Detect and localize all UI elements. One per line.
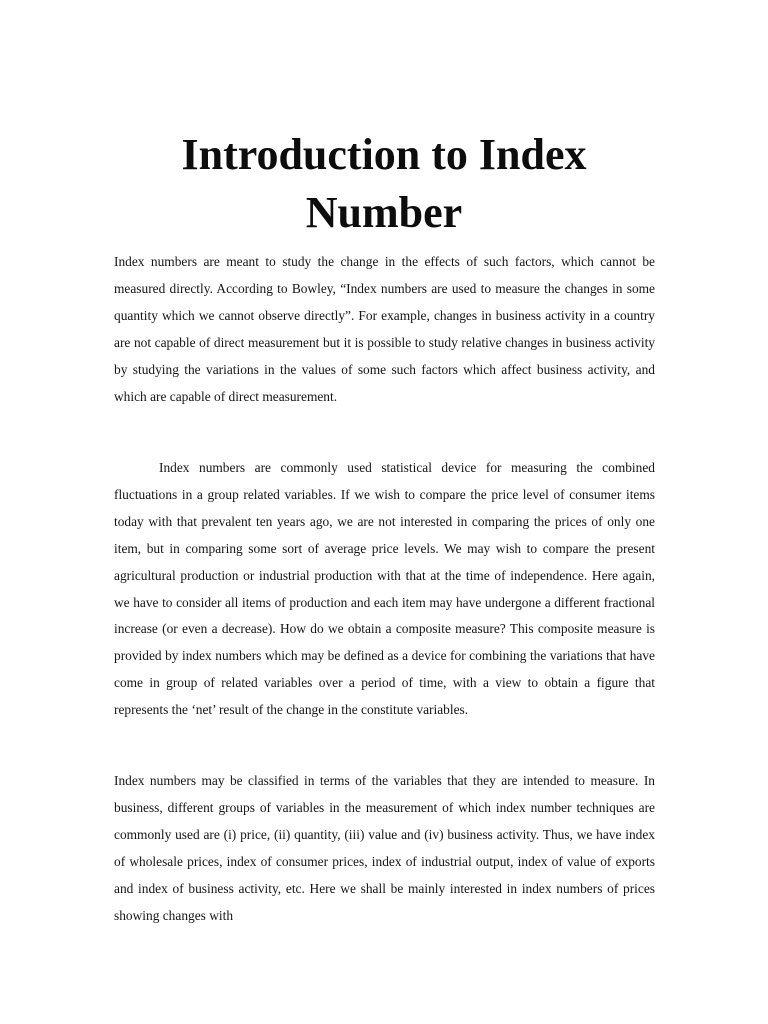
paragraph-classification: Index numbers may be classified in terms of the variables that they are intended to measure. In business, different groups of variables in the measurement of which index number techniques are commonly used are (i) price, (ii) quantity, (iii) value and (iv) business activity. Thus, we have index of wholesale prices, index of consumer prices, index of industrial output, index of value of exports and index of business activity, etc. Here we shall be mainly interested in index numbers of prices showing changes with (114, 773, 655, 923)
page-title: Introduction to Index Number (181, 130, 587, 237)
paragraph-intro: Index numbers are meant to study the change in the effects of such factors, which cannot be measured directly. According to Bowley, “Index numbers are used to measure the changes in some quantity which we cannot observe directly”. For example, changes in business activity in a country are not capable of direct measurement but it is possible to study relative changes in business activity by studying the variations in the values of some such factors which affect business activity, and which are capable of direct measurement. (114, 254, 655, 404)
paragraph-composite-measure: Index numbers are commonly used statistical device for measuring the combined fluctuations in a group related variables. If we wish to compare the price level of consumer items today with that prevalent ten years ago, we are not interested in comparing the prices of only one item, but in comparing some sort of average price levels. We may wish to compare the present agricultural production or industrial production with that at the time of independence. Here again, we have to consider all items of production and each item may have undergone a different fractional increase (or even a decrease). How do we obtain a composite measure? This composite measure is provided by index numbers which may be defined as a device for combining the variations that have come in group of related variables over a period of time, with a view to obtain a figure that represents the ‘net’ result of the change in the constitute variables. (114, 460, 655, 718)
